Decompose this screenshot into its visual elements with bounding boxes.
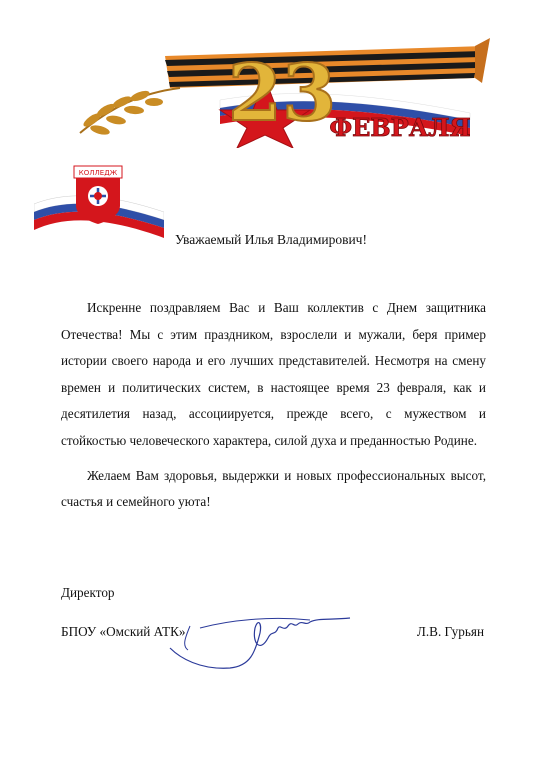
emblem-text: КОЛЛЕДЖ <box>78 169 118 177</box>
date-number: 23 <box>227 48 337 139</box>
holiday-banner <box>70 38 490 148</box>
college-emblem <box>34 162 164 242</box>
congratulation-paragraph: Искренне поздравляем Вас и Ваш коллектив с Днем защитника Отечества! Мы с этим праздником, взрослели и мужали, беря пример истории своего народа и его лучших представителей. Несмотря на смену времен и политических систем, в настоящее время 23 февраля, как и десятилетия назад, ассоциируется, прежде всего, с мужеством и стойкостью человеческого характера, силой духа и преданностью Родине. <box>61 300 486 448</box>
wishes-paragraph: Желаем Вам здоровья, выдержки и новых профессиональных высот, счастья и семейного уюта! <box>61 467 486 510</box>
greeting-line: Уважаемый Илья Владимирович! <box>175 232 367 247</box>
signer-title: Директор <box>61 585 115 600</box>
college-logo-icon <box>34 162 164 242</box>
letter-body <box>61 295 486 516</box>
handwritten-signature <box>160 598 360 678</box>
signer-name: Л.В. Гурьян <box>416 624 484 639</box>
month-label: ФЕВРАЛЯ <box>329 113 471 142</box>
banner-graphic <box>70 38 490 148</box>
signer-organization: БПОУ «Омский АТК» <box>61 624 186 639</box>
signature-icon <box>160 598 360 678</box>
laurel-branch-icon <box>80 88 180 136</box>
